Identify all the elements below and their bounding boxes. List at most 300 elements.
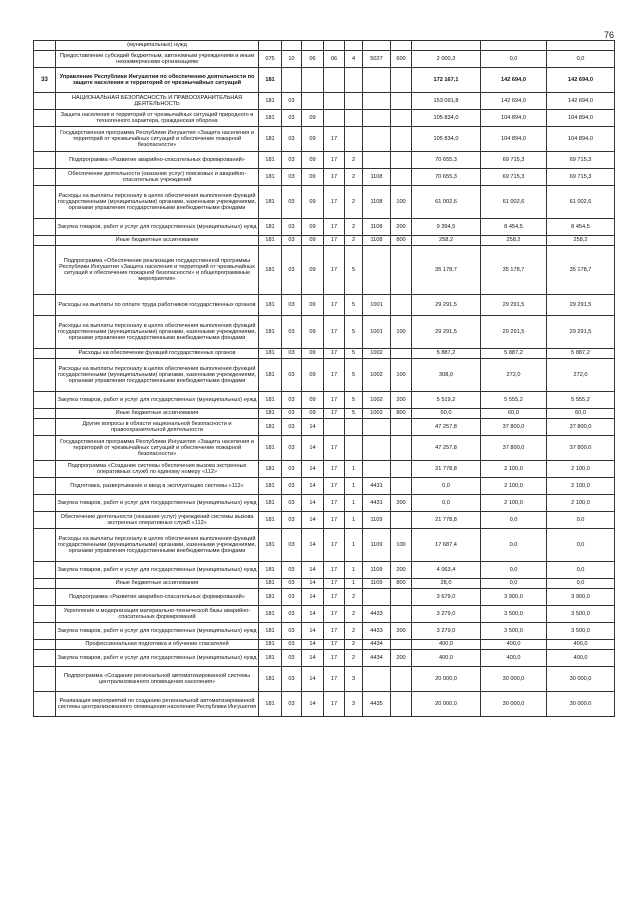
table-row: [34, 562, 615, 579]
section-code: 03: [282, 650, 302, 667]
amount-year-3: 0,0: [547, 529, 615, 562]
amount-year-1: 28,0: [412, 579, 481, 589]
page-number: 76: [604, 30, 615, 40]
table-row: [34, 219, 615, 236]
subsection-code: 14: [302, 495, 324, 512]
item-name: НАЦИОНАЛЬНАЯ БЕЗОПАСНОСТЬ И ПРАВООХРАНИТЕЛЬНАЯ ДЕЯТЕЛЬНОСТЬ: [56, 93, 259, 110]
table-row: [34, 529, 615, 562]
expense-type-code: 100: [391, 529, 412, 562]
subprogram-code: 5: [345, 316, 363, 349]
expense-type-code: [391, 152, 412, 169]
amount-year-1: 105 834,0: [412, 110, 481, 127]
subsection-code: [302, 93, 324, 110]
item-name: Подпрограмма «Создание региональной автоматизированной системы централизованного оповещения населения»: [56, 667, 259, 692]
program-code: 17: [324, 692, 345, 717]
amount-year-2: 400,0: [481, 650, 547, 667]
target-code: 1001: [363, 295, 391, 316]
amount-year-1: 20 000,0: [412, 692, 481, 717]
amount-year-1: 60,0: [412, 409, 481, 419]
section-code: 03: [282, 589, 302, 606]
row-index: [34, 562, 56, 579]
program-code: 17: [324, 392, 345, 409]
item-name: Расходы на выплаты персоналу в целях обеспечения выполнения функций государственными (муниципальными) органами, казенными учреждениями, органами управления государственными внебюджетными фондами: [56, 316, 259, 349]
target-code: 1108: [363, 186, 391, 219]
target-code: 4433: [363, 623, 391, 640]
expense-type-code: [391, 419, 412, 436]
section-code: 03: [282, 461, 302, 478]
section-code: 03: [282, 110, 302, 127]
table-row: [34, 579, 615, 589]
row-index: [34, 316, 56, 349]
amount-year-2: 104 894,0: [481, 127, 547, 152]
grbs-code: 181: [259, 93, 282, 110]
target-code: [363, 667, 391, 692]
amount-year-3: 35 178,7: [547, 246, 615, 295]
section-code: 03: [282, 295, 302, 316]
target-code: 5027: [363, 51, 391, 68]
section-code: 03: [282, 436, 302, 461]
amount-year-3: 258,2: [547, 236, 615, 246]
table-row: [34, 51, 615, 68]
row-index: [34, 152, 56, 169]
target-code: 4431: [363, 478, 391, 495]
amount-year-2: 35 178,7: [481, 246, 547, 295]
grbs-code: 181: [259, 650, 282, 667]
grbs-code: 181: [259, 127, 282, 152]
amount-year-2: 3 500,0: [481, 623, 547, 640]
table-row: [34, 68, 615, 93]
subprogram-code: [345, 419, 363, 436]
item-name: Расходы на выплаты персоналу в целях обеспечения выполнения функций государственными (муниципальными) органами, казенными учреждениями, органами управления государственными внебюджетными фондами: [56, 529, 259, 562]
target-code: 1001: [363, 316, 391, 349]
program-code: 17: [324, 512, 345, 529]
program-code: 17: [324, 606, 345, 623]
amount-year-3: 37 800,0: [547, 436, 615, 461]
program-code: 17: [324, 219, 345, 236]
grbs-code: 181: [259, 110, 282, 127]
row-index: [34, 359, 56, 392]
amount-year-2: 37 800,0: [481, 419, 547, 436]
table-row: [34, 478, 615, 495]
item-name: Расходы на выплаты персоналу в целях обеспечения выполнения функций государственными (муниципальными) органами, казенными учреждениями, органами управления государственными внебюджетными фондами: [56, 186, 259, 219]
item-name: Защита населения и территорий от чрезвычайных ситуаций природного и техногенного характера, гражданская оборона: [56, 110, 259, 127]
subprogram-code: 2: [345, 623, 363, 640]
row-index: [34, 51, 56, 68]
subsection-code: 14: [302, 529, 324, 562]
row-index: [34, 169, 56, 186]
section-code: 03: [282, 640, 302, 650]
subprogram-code: 2: [345, 169, 363, 186]
row-index: [34, 392, 56, 409]
expense-type-code: 200: [391, 623, 412, 640]
subprogram-code: 1: [345, 461, 363, 478]
table-row: [34, 93, 615, 110]
table-row: [34, 127, 615, 152]
subsection-code: 14: [302, 650, 324, 667]
section-code: 03: [282, 579, 302, 589]
amount-year-1: 47 257,8: [412, 436, 481, 461]
expense-type-code: [391, 127, 412, 152]
target-code: 1109: [363, 562, 391, 579]
section-code: 03: [282, 623, 302, 640]
section-code: 03: [282, 419, 302, 436]
program-code: [324, 93, 345, 110]
expense-type-code: 200: [391, 219, 412, 236]
subsection-code: 14: [302, 478, 324, 495]
section-code: 03: [282, 93, 302, 110]
row-index: [34, 127, 56, 152]
target-code: [363, 436, 391, 461]
grbs-code: 181: [259, 316, 282, 349]
table-row: [34, 623, 615, 640]
row-index: [34, 461, 56, 478]
subsection-code: 09: [302, 169, 324, 186]
amount-year-1: 4 063,4: [412, 562, 481, 579]
expense-type-code: [391, 692, 412, 717]
amount-year-2: 37 800,0: [481, 436, 547, 461]
amount-year-2: 0,0: [481, 51, 547, 68]
grbs-code: 181: [259, 478, 282, 495]
subprogram-code: 3: [345, 667, 363, 692]
amount-year-2: 69 715,3: [481, 169, 547, 186]
item-name: Иные бюджетные ассигнования: [56, 409, 259, 419]
section-code: 03: [282, 692, 302, 717]
grbs-code: 181: [259, 186, 282, 219]
target-code: 1109: [363, 529, 391, 562]
grbs-code: 181: [259, 359, 282, 392]
row-index: [34, 606, 56, 623]
subsection-code: 14: [302, 579, 324, 589]
amount-year-3: 0,0: [547, 579, 615, 589]
subprogram-code: [345, 41, 363, 51]
table-row: [34, 495, 615, 512]
subprogram-code: 2: [345, 606, 363, 623]
subprogram-code: 1: [345, 579, 363, 589]
item-name: Закупка товаров, работ и услуг для государственных (муниципальных) нужд: [56, 650, 259, 667]
item-name: Обеспечение деятельности (оказание услуг) учреждений системы вызова экстренных оперативных служб «112»: [56, 512, 259, 529]
subsection-code: 09: [302, 152, 324, 169]
item-name: Расходы на выплаты по оплате труда работников государственных органов: [56, 295, 259, 316]
item-name: Иные бюджетные ассигнования: [56, 236, 259, 246]
subprogram-code: 2: [345, 640, 363, 650]
section-code: 03: [282, 246, 302, 295]
subsection-code: 14: [302, 606, 324, 623]
amount-year-2: 69 715,3: [481, 152, 547, 169]
program-code: 17: [324, 246, 345, 295]
table-row: [34, 236, 615, 246]
item-name: Подпрограмма «Создание системы обеспечения вызова экстренных оперативных служб по единому номеру «112»: [56, 461, 259, 478]
row-index: [34, 93, 56, 110]
target-code: 1109: [363, 579, 391, 589]
subsection-code: 09: [302, 110, 324, 127]
amount-year-2: 2 100,0: [481, 478, 547, 495]
amount-year-2: 30 000,0: [481, 692, 547, 717]
target-code: [363, 41, 391, 51]
row-index: [34, 246, 56, 295]
subprogram-code: 1: [345, 562, 363, 579]
row-index: [34, 409, 56, 419]
subsection-code: 14: [302, 589, 324, 606]
amount-year-1: 9 394,5: [412, 219, 481, 236]
program-code: 17: [324, 562, 345, 579]
expense-type-code: [391, 169, 412, 186]
amount-year-2: 2 100,0: [481, 495, 547, 512]
subprogram-code: 3: [345, 692, 363, 717]
amount-year-1: 258,2: [412, 236, 481, 246]
row-index: [34, 640, 56, 650]
row-index: [34, 650, 56, 667]
subprogram-code: 5: [345, 295, 363, 316]
item-name: Управление Республики Ингушетия по обеспечению деятельности по защите населения и территорий от чрезвычайных ситуаций: [56, 68, 259, 93]
amount-year-3: 0,0: [547, 562, 615, 579]
item-name: Подпрограмма «Развитие аварийно-спасательных формирований»: [56, 152, 259, 169]
amount-year-2: 0,0: [481, 579, 547, 589]
program-code: 17: [324, 650, 345, 667]
target-code: [363, 461, 391, 478]
row-index: [34, 495, 56, 512]
subsection-code: 06: [302, 51, 324, 68]
program-code: 17: [324, 461, 345, 478]
grbs-code: [259, 41, 282, 51]
grbs-code: 181: [259, 640, 282, 650]
section-code: [282, 41, 302, 51]
grbs-code: 181: [259, 419, 282, 436]
table-row: [34, 295, 615, 316]
amount-year-2: 0,0: [481, 512, 547, 529]
amount-year-2: 104 894,0: [481, 110, 547, 127]
section-code: 03: [282, 495, 302, 512]
amount-year-2: 0,0: [481, 562, 547, 579]
grbs-code: 181: [259, 219, 282, 236]
amount-year-1: 29 291,5: [412, 316, 481, 349]
program-code: 17: [324, 236, 345, 246]
table-row: [34, 512, 615, 529]
amount-year-1: 70 655,3: [412, 169, 481, 186]
section-code: 10: [282, 51, 302, 68]
amount-year-3: 3 900,0: [547, 589, 615, 606]
program-code: 17: [324, 667, 345, 692]
subprogram-code: [345, 127, 363, 152]
grbs-code: 181: [259, 606, 282, 623]
subsection-code: 14: [302, 623, 324, 640]
expense-type-code: 600: [391, 51, 412, 68]
amount-year-3: 272,0: [547, 359, 615, 392]
table-row: [34, 316, 615, 349]
table-row: [34, 589, 615, 606]
table-row: [34, 650, 615, 667]
table-row: [34, 409, 615, 419]
grbs-code: 181: [259, 246, 282, 295]
section-code: 03: [282, 409, 302, 419]
target-code: 1002: [363, 359, 391, 392]
amount-year-3: 400,0: [547, 650, 615, 667]
section-code: 03: [282, 478, 302, 495]
program-code: 17: [324, 359, 345, 392]
amount-year-3: 30 000,0: [547, 667, 615, 692]
grbs-code: 181: [259, 409, 282, 419]
expense-type-code: 200: [391, 562, 412, 579]
grbs-code: 181: [259, 623, 282, 640]
row-index: [34, 512, 56, 529]
subsection-code: 14: [302, 562, 324, 579]
amount-year-2: 258,2: [481, 236, 547, 246]
section-code: 03: [282, 127, 302, 152]
table-row: [34, 667, 615, 692]
amount-year-1: 35 178,7: [412, 246, 481, 295]
amount-year-1: 0,0: [412, 478, 481, 495]
amount-year-1: 20 000,0: [412, 667, 481, 692]
subsection-code: 14: [302, 419, 324, 436]
subsection-code: 09: [302, 295, 324, 316]
section-code: 03: [282, 316, 302, 349]
section-code: 03: [282, 512, 302, 529]
section-code: 03: [282, 606, 302, 623]
program-code: 17: [324, 640, 345, 650]
expense-type-code: [391, 640, 412, 650]
amount-year-1: 3 279,0: [412, 606, 481, 623]
row-index: [34, 41, 56, 51]
grbs-code: 181: [259, 579, 282, 589]
row-index: [34, 349, 56, 359]
expense-type-code: 100: [391, 316, 412, 349]
expense-type-code: [391, 295, 412, 316]
target-code: 4433: [363, 606, 391, 623]
section-code: 03: [282, 359, 302, 392]
subprogram-code: 2: [345, 186, 363, 219]
amount-year-3: 69 715,3: [547, 169, 615, 186]
amount-year-3: 142 694,0: [547, 93, 615, 110]
row-index: [34, 236, 56, 246]
subsection-code: 14: [302, 436, 324, 461]
table-row: [34, 110, 615, 127]
amount-year-3: 60,0: [547, 409, 615, 419]
section-code: 03: [282, 349, 302, 359]
amount-year-1: 70 655,3: [412, 152, 481, 169]
item-name: Подпрограмма «Развитие аварийно-спасательных формирований»: [56, 589, 259, 606]
grbs-code: 181: [259, 461, 282, 478]
amount-year-1: 400,0: [412, 650, 481, 667]
target-code: [363, 93, 391, 110]
subsection-code: 09: [302, 359, 324, 392]
item-name: Подготовка, развертывание и ввод в эксплуатацию системы «112»: [56, 478, 259, 495]
amount-year-2: 60,0: [481, 409, 547, 419]
row-index: [34, 692, 56, 717]
amount-year-3: 29 291,5: [547, 316, 615, 349]
amount-year-2: [481, 41, 547, 51]
section-code: 03: [282, 529, 302, 562]
section-code: 03: [282, 667, 302, 692]
subsection-code: 14: [302, 667, 324, 692]
program-code: 17: [324, 295, 345, 316]
row-index: [34, 110, 56, 127]
item-name: Подпрограмма «Обеспечение реализации государственной программы Республики Ингушетия «Защита населения и территорий от чрезвычайных ситуаций и обеспечение пожарной безопасности» и общепрограммные мероприятия»: [56, 246, 259, 295]
expense-type-code: 100: [391, 186, 412, 219]
row-index: [34, 295, 56, 316]
expense-type-code: [391, 110, 412, 127]
grbs-code: 075: [259, 51, 282, 68]
table-body: [34, 41, 615, 717]
expense-type-code: 800: [391, 579, 412, 589]
subprogram-code: 2: [345, 589, 363, 606]
item-name: Профессиональная подготовка и обучение спасателей: [56, 640, 259, 650]
program-code: 17: [324, 169, 345, 186]
program-code: [324, 110, 345, 127]
table-row: [34, 436, 615, 461]
item-name: Закупка товаров, работ и услуг для государственных (муниципальных) нужд: [56, 495, 259, 512]
amount-year-2: 29 291,5: [481, 295, 547, 316]
table-row: [34, 246, 615, 295]
budget-table: [33, 40, 615, 717]
table-row: [34, 640, 615, 650]
grbs-code: 181: [259, 529, 282, 562]
amount-year-1: 29 291,5: [412, 295, 481, 316]
expense-type-code: [391, 246, 412, 295]
grbs-code: 181: [259, 495, 282, 512]
program-code: 17: [324, 349, 345, 359]
program-code: 17: [324, 579, 345, 589]
item-name: Государственная программа Республики Ингушетия «Защита населения и территорий от чрезвычайных ситуаций и обеспечение пожарной безопасности»: [56, 127, 259, 152]
amount-year-3: 2 100,0: [547, 495, 615, 512]
table-row: [34, 606, 615, 623]
item-name: Предоставление субсидий бюджетным, автономным учреждениям и иным некоммерческим организациям: [56, 51, 259, 68]
expense-type-code: 100: [391, 359, 412, 392]
subprogram-code: 1: [345, 478, 363, 495]
row-index: [34, 478, 56, 495]
row-index: [34, 436, 56, 461]
target-code: 1108: [363, 236, 391, 246]
subprogram-code: [345, 436, 363, 461]
grbs-code: 181: [259, 392, 282, 409]
row-index: [34, 623, 56, 640]
target-code: 4431: [363, 495, 391, 512]
amount-year-3: 2 100,0: [547, 461, 615, 478]
item-name: Закупка товаров, работ и услуг для государственных (муниципальных) нужд: [56, 219, 259, 236]
subsection-code: [302, 68, 324, 93]
subprogram-code: 5: [345, 246, 363, 295]
expense-type-code: 800: [391, 236, 412, 246]
grbs-code: 181: [259, 295, 282, 316]
amount-year-1: 5 887,2: [412, 349, 481, 359]
amount-year-3: 3 500,0: [547, 623, 615, 640]
grbs-code: 181: [259, 562, 282, 579]
program-code: 17: [324, 316, 345, 349]
target-code: [363, 127, 391, 152]
table-row: [34, 349, 615, 359]
subprogram-code: 2: [345, 650, 363, 667]
subsection-code: 09: [302, 349, 324, 359]
subsection-code: 09: [302, 236, 324, 246]
amount-year-2: 272,0: [481, 359, 547, 392]
program-code: 17: [324, 478, 345, 495]
item-name: Укрепление и модернизация материально-технической базы аварийно-спасательных формирований: [56, 606, 259, 623]
subprogram-code: 2: [345, 152, 363, 169]
amount-year-2: 8 454,5: [481, 219, 547, 236]
row-index: [34, 579, 56, 589]
amount-year-2: 5 887,2: [481, 349, 547, 359]
amount-year-1: 172 167,1: [412, 68, 481, 93]
expense-type-code: [391, 667, 412, 692]
amount-year-2: 3 500,0: [481, 606, 547, 623]
grbs-code: 181: [259, 236, 282, 246]
subsection-code: 09: [302, 316, 324, 349]
amount-year-3: 37 800,0: [547, 419, 615, 436]
amount-year-1: 400,0: [412, 640, 481, 650]
expense-type-code: [391, 93, 412, 110]
section-code: 03: [282, 392, 302, 409]
expense-type-code: 200: [391, 495, 412, 512]
target-code: 1002: [363, 409, 391, 419]
amount-year-2: 0,0: [481, 529, 547, 562]
